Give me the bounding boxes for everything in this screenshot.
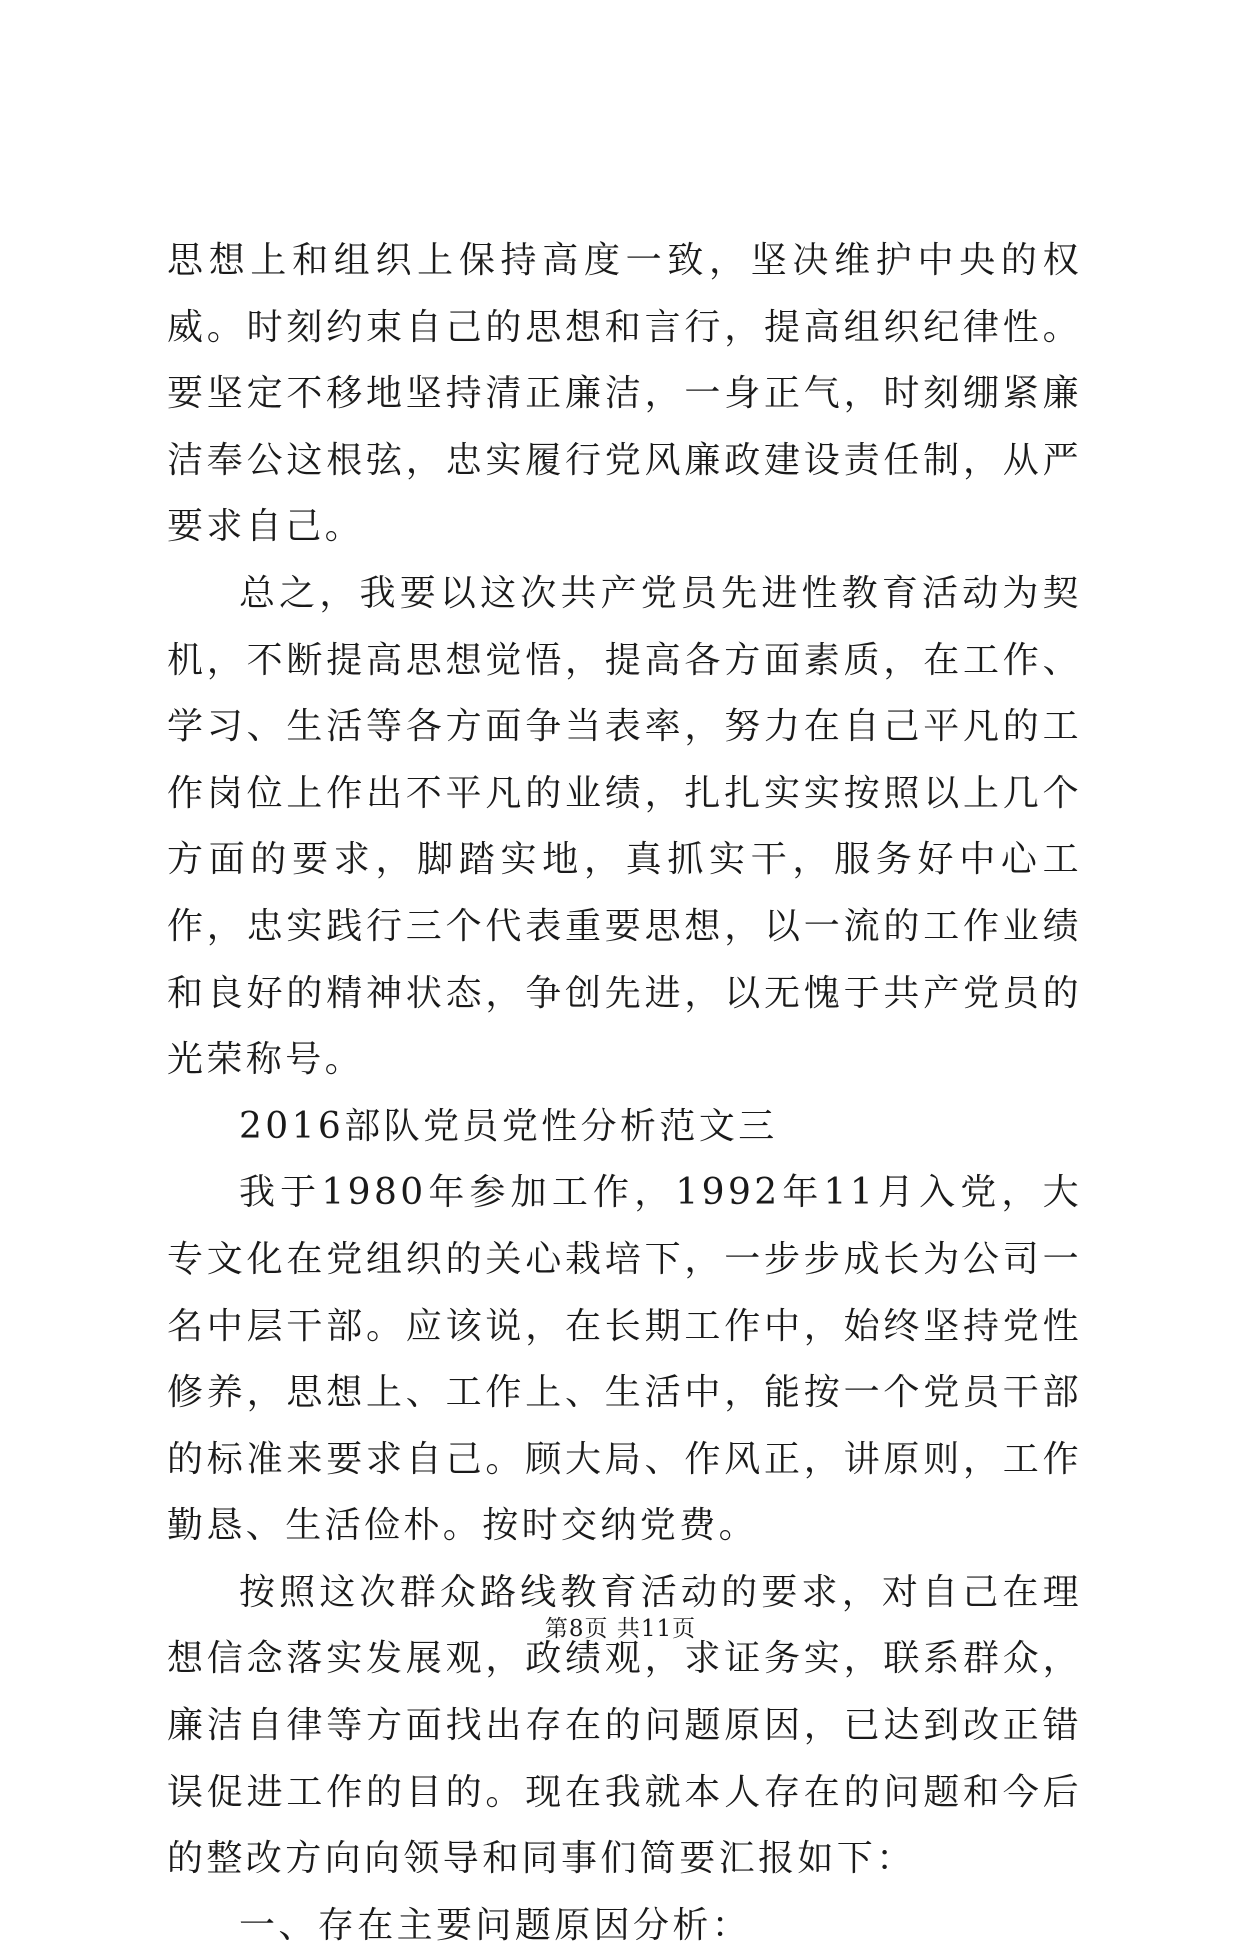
paragraph-requirements: 按照这次群众路线教育活动的要求，对自己在理想信念落实发展观，政绩观，求证务实，联系群众，廉洁自律等方面找出存在的问题原因，已达到改正错误促进工作的目的。现在我就本人存在的问题和今后的整改方向向领导和同事们简要汇报如下： — [167, 1571, 1082, 1880]
paragraph-background: 我于1980年参加工作，1992年11月入党，大专文化在党组织的关心栽培下，一步步成长为公司一名中层干部。应该说，在长期工作中，始终坚持党性修养，思想上、工作上、生活中，能按一个党员干部的标准来要求自己。顾大局、作风正，讲原则，工作勤恳、生活俭朴。按时交纳党费。 — [167, 1172, 1082, 1547]
document-body — [167, 228, 1082, 1959]
paragraph-summary: 总之，我要以这次共产党员先进性教育活动为契机，不断提高思想觉悟，提高各方面素质，在工作、学习、生活等各方面争当表率，努力在自己平凡的工作岗位上作出不平凡的业绩，扎扎实实按照以上几个方面的要求，脚踏实地，真抓实干，服务好中心工作，忠实践行三个代表重要思想，以一流的工作业绩和良好的精神状态，争创先进，以无愧于共产党员的光荣称号。 — [167, 572, 1082, 1081]
page-number-footer: 第8页 共11页 — [544, 1616, 697, 1642]
section-heading: 2016部队党员党性分析范文三 — [239, 1105, 778, 1147]
subsection-heading: 一、存在主要问题原因分析： — [239, 1904, 752, 1946]
paragraph-continuation: 思想上和组织上保持高度一致，坚决维护中央的权威。时刻约束自己的思想和言行，提高组织纪律性。要坚定不移地坚持清正廉洁，一身正气，时刻绷紧廉洁奉公这根弦，忠实履行党风廉政建设责任制，从严要求自己。 — [167, 240, 1082, 548]
